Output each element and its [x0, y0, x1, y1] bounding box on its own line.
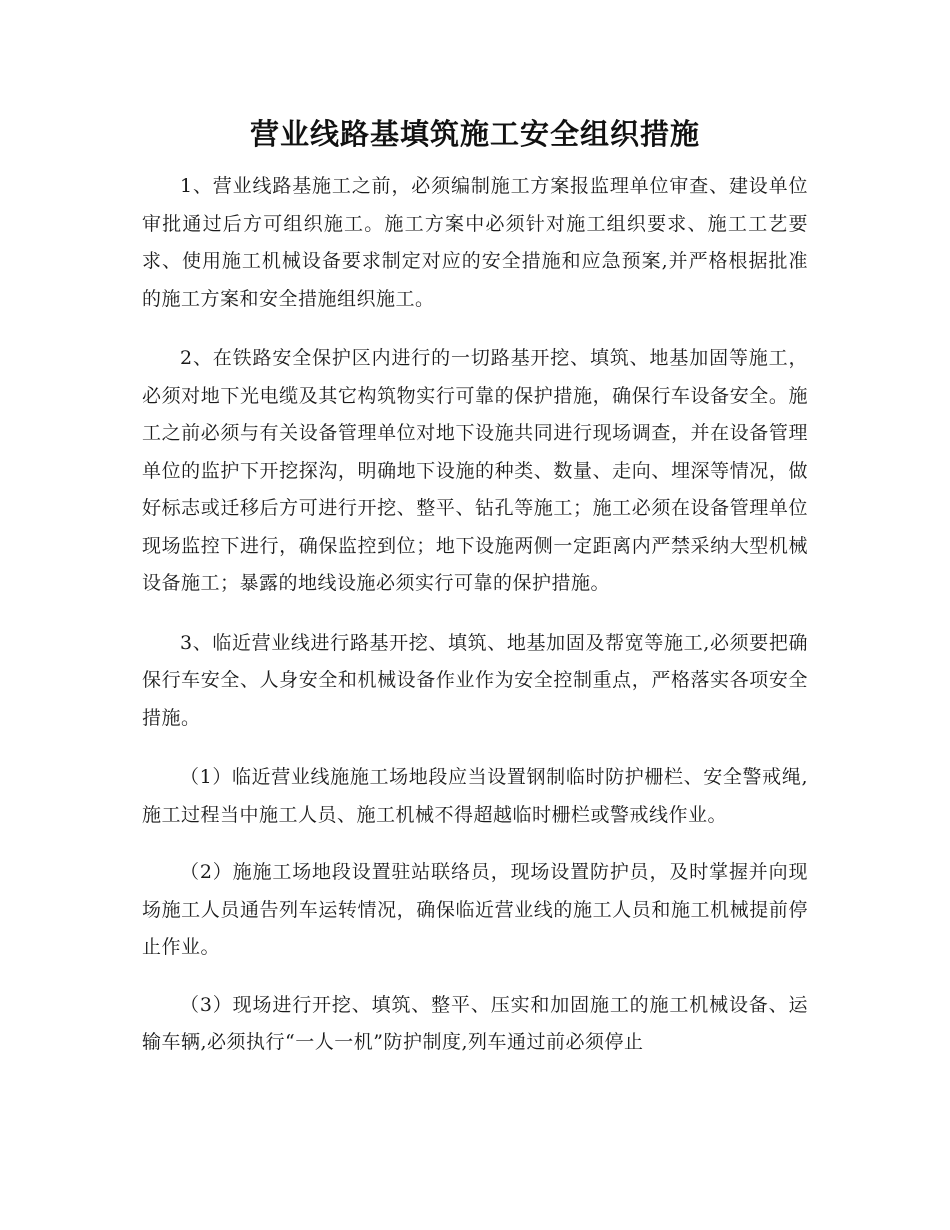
paragraph-3-2: （2）施施工场地段设置驻站联络员，现场设置防护员，及时掌握并向现场施工人员通告列车运转情况，确保临近营业线的施工人员和施工机械提前停止作业。 [142, 861, 808, 958]
paragraph-3-1: （1）临近营业线施施工场地段应当设置钢制临时防护栅栏、安全警戒绳,施工过程当中施工人员、施工机械不得超越临时栅栏或警戒线作业。 [142, 766, 808, 826]
paragraph-1: 1、营业线路基施工之前，必须编制施工方案报监理单位审查、建设单位审批通过后方可组织施工。施工方案中必须针对施工组织要求、施工工艺要求、使用施工机械设备要求制定对应的安全措施和应急预案,并严格根据批准的施工方案和安全措施组织施工。 [142, 175, 808, 310]
document-body [142, 168, 808, 1082]
paragraph-3: 3、临近营业线进行路基开挖、填筑、地基加固及帮宽等施工,必须要把确保行车安全、人身安全和机械设备作业作为安全控制重点，严格落实各项安全措施。 [142, 631, 808, 729]
paragraph-3-3: （3）现场进行开挖、填筑、整平、压实和加固施工的施工机械设备、运输车辆,必须执行“一人一机”防护制度,列车通过前必须停止 [142, 993, 808, 1053]
document-title: 营业线路基填筑施工安全组织措施 [249, 117, 700, 151]
paragraph-2: 2、在铁路安全保护区内进行的一切路基开挖、填筑、地基加固等施工，必须对地下光电缆及其它构筑物实行可靠的保护措施，确保行车设备安全。施工之前必须与有关设备管理单位对地下设施共同进行现场调查，并在设备管理单位的监护下开挖探沟，明确地下设施的种类、数量、走向、埋深等情况，做好标志或迁移后方可进行开挖、整平、钻孔等施工；施工必须在设备管理单位现场监控下进行，确保监控到位；地下设施两侧一定距离内严禁采纳大型机械设备施工；暴露的地线设施必须实行可靠的保护措施。 [142, 347, 808, 594]
